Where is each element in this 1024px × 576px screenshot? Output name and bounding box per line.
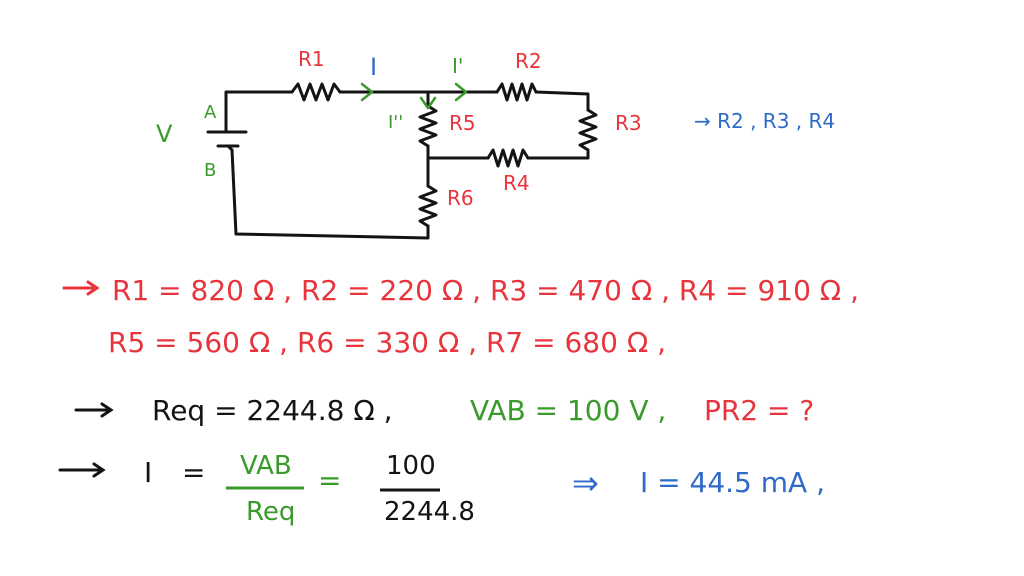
series-resistors-note: → R2 , R3 , R4	[694, 109, 836, 133]
wire-right-bottom	[528, 150, 588, 158]
fraction-denominator-req: Req	[246, 497, 296, 527]
label-r6: R6	[447, 186, 474, 210]
fraction-denominator-2244: 2244.8	[384, 497, 475, 527]
current-result: I = 44.5 mA ,	[640, 466, 825, 499]
wire-bottom	[232, 150, 428, 238]
equals-sign-2: =	[318, 464, 342, 497]
circuit-diagram	[156, 47, 835, 238]
current-symbol: I	[144, 456, 153, 489]
label-current-i: I	[370, 53, 378, 81]
resistor-r2	[497, 84, 536, 100]
wire-left-top	[226, 92, 292, 132]
resistor-r6	[420, 186, 436, 226]
label-current-i-double-prime: I''	[388, 112, 404, 133]
values-line-2: R5 = 560 Ω , R6 = 330 Ω , R7 = 680 Ω ,	[108, 326, 667, 359]
implies-arrow: ⇒	[572, 464, 599, 502]
current-calculation	[60, 451, 825, 527]
label-r4: R4	[503, 171, 530, 195]
label-node-a: A	[204, 102, 217, 123]
label-r5: R5	[449, 111, 476, 135]
equals-sign-1: =	[182, 456, 206, 489]
results-line	[76, 394, 814, 427]
pr2-question: PR2 = ?	[704, 394, 815, 427]
label-r3: R3	[615, 111, 642, 135]
fraction-numerator-vab: VAB	[240, 451, 292, 481]
resistor-r5	[420, 106, 436, 146]
values-line-1: R1 = 820 Ω , R2 = 220 Ω , R3 = 470 Ω , R4 = 910 Ω ,	[112, 274, 859, 307]
resistor-values	[64, 274, 859, 359]
vab-value: VAB = 100 V ,	[470, 394, 667, 427]
label-r2: R2	[515, 49, 542, 73]
req-value: Req = 2244.8 Ω ,	[152, 394, 393, 427]
resistor-r1	[292, 84, 340, 100]
resistor-r3	[580, 110, 596, 150]
label-voltage-v: V	[156, 120, 173, 148]
fraction-numerator-100: 100	[386, 451, 436, 481]
wire-top-right	[536, 92, 588, 110]
label-current-i-prime: I'	[452, 54, 464, 78]
label-node-b: B	[204, 160, 217, 181]
label-r1: R1	[298, 47, 325, 71]
resistor-r4	[488, 150, 528, 166]
